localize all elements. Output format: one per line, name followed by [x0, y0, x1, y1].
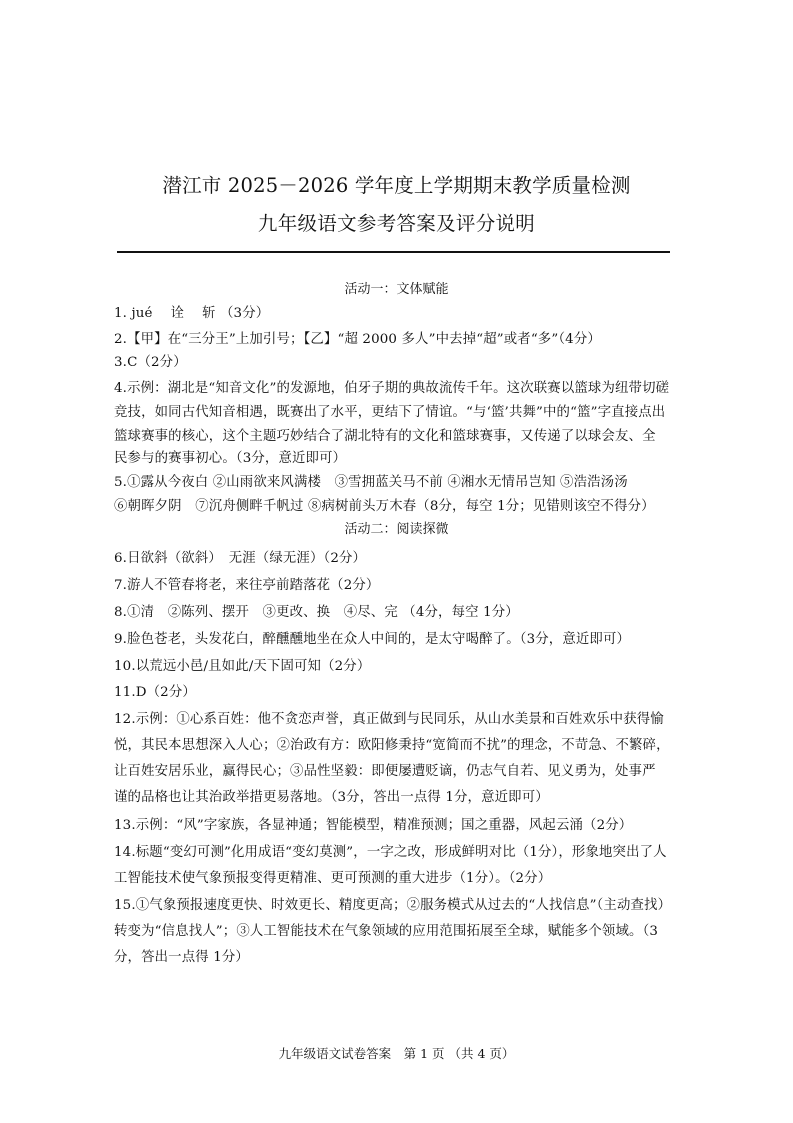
- page-footer: 九年级语文试卷答案 第 1 页 （共 4 页）: [278, 1046, 515, 1061]
- answer-line: 11.D（2分）: [114, 685, 196, 700]
- answer-line: 让百姓安居乐业，赢得民心；③品性坚毅：即便屡遭贬谪，仍志气自若、见义勇为，处事严: [114, 764, 656, 779]
- answer-line: 转变为“信息找人”；③人工智能技术在气象领域的应用范围拓展至全球，赋能多个领域。（3: [114, 924, 659, 939]
- answer-line: 篮球赛事的核心，这个主题巧妙结合了湖北特有的文化和篮球赛事，又传递了以球会友、全: [114, 429, 656, 444]
- answer-line: 10.以荒远小邑/且如此/天下固可知（2分）: [114, 659, 371, 674]
- section-heading-activity-1: 活动一：文体赋能: [344, 282, 449, 297]
- page-subtitle: 九年级语文参考答案及评分说明: [257, 212, 536, 235]
- answer-line: 8.①清 ②陈列、摆开 ③更改、换 ④尽、完 （4分，每空 1分）: [114, 605, 519, 620]
- answer-line: 13.示例：“风”字家族，各显神通；智能模型，精准预测；国之重器，风起云涌（2分）: [114, 818, 633, 833]
- page-title: 潜江市 2025－2026 学年度上学期期末教学质量检测: [162, 174, 631, 197]
- answer-line: 12.示例：①心系百姓：他不贪恋声誉，真正做到与民同乐，从山水美景和百姓欢乐中获得愉: [114, 712, 664, 727]
- answer-line: ⑥朝晖夕阴 ⑦沉舟侧畔千帆过 ⑧病树前头万木春（8分，每空 1分；见错则该空不得分）: [114, 499, 655, 514]
- answer-line: 6.日欲斜（欲斜） 无涯（绿无涯）（2分）: [114, 551, 367, 566]
- answer-line: 工智能技术使气象预报变得更精准、更可预测的重大进步（1分）。（2分）: [114, 871, 552, 886]
- answer-line: 悦，其民本思想深入人心；②治政有方：欧阳修秉持“宽简而不扰”的理念，不苛急、不繁碎，: [114, 738, 670, 753]
- answer-line: 2.【甲】在“三分王”上加引号；【乙】“超 2000 多人”中去掉“超”或者“多”（4分）: [114, 332, 601, 347]
- answer-line: 3.C（2分）: [114, 355, 187, 370]
- answer-line: 7.游人不管春将老，来往亭前踏落花（2分）: [114, 578, 380, 593]
- answer-line: 15.①气象预报速度更快、时效更长、精度更高；②服务模式从过去的“人找信息”（主动查找）: [114, 898, 672, 913]
- section-heading-activity-2: 活动二：阅读探微: [344, 522, 449, 537]
- answer-line: 14.标题“变幻可测”化用成语“变幻莫测”，一字之改，形成鲜明对比（1分），形象地突出了人: [114, 845, 667, 860]
- answer-line: 9.脸色苍老，头发花白，醉醺醺地坐在众人中间的，是太守喝醉了。（3分，意近即可）: [114, 632, 631, 647]
- answer-line: 谨的品格也让其治政举措更易落地。（3分，答出一点得 1分，意近即可）: [114, 790, 549, 805]
- answer-line: 竞技，如同古代知音相遇，既赛出了水平，更结下了情谊。“与‘篮’共舞”中的“篮”字直接点出: [114, 405, 666, 420]
- answer-line: 民参与的赛事初心。（3分，意近即可）: [114, 451, 347, 466]
- answer-line: 1. jué 诠 斩 （3分）: [114, 306, 270, 321]
- answer-line: 4.示例：湖北是“知音文化”的发源地，伯牙子期的典故流传千年。这次联赛以篮球为纽带切磋: [114, 381, 670, 396]
- title-divider: [117, 251, 670, 253]
- answer-line: 分，答出一点得 1分）: [114, 950, 249, 965]
- answer-line: 5.①露从今夜白 ②山雨欲来风满楼 ③雪拥蓝关马不前 ④湘水无情吊岂知 ⑤浩浩汤汤: [114, 475, 628, 490]
